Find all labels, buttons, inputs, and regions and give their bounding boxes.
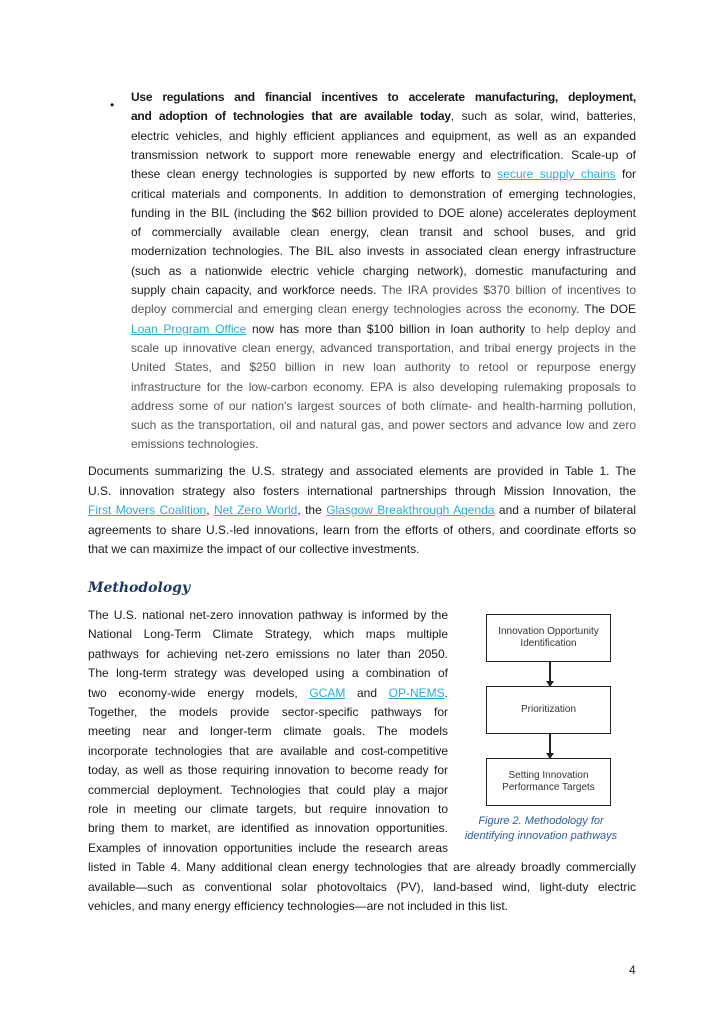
text-span: role in meeting our climate targets, but require innovation to bbox=[88, 802, 448, 816]
text-line bbox=[88, 626, 448, 642]
text-span: critical materials and components. In addition to demonstration of emerging technologies, bbox=[131, 186, 636, 201]
text-span: address some of our nation's largest sources of both climate- and health-harming pollution, bbox=[131, 398, 636, 413]
text-span: two economy-wide energy models, bbox=[88, 685, 310, 700]
text-span: listed in Table 4. Many additional clean energy technologies that are already broadly commercially bbox=[88, 860, 636, 875]
text-line bbox=[131, 340, 636, 356]
text-span: meeting near and longer-term climate goals. The models bbox=[88, 724, 448, 739]
text-span: electric vehicles, and highly efficient appliances and equipment, as well as an expanded bbox=[131, 128, 636, 143]
text-span: The U.S. national net-zero innovation pathway is informed by the bbox=[88, 608, 448, 622]
text-span: supply chain capacity, and workforce needs. bbox=[131, 283, 377, 297]
text-span: , the bbox=[297, 503, 327, 517]
text-span: The IRA provides $370 billion of incentives to bbox=[376, 283, 636, 297]
text-span: and bbox=[345, 685, 389, 700]
text-line bbox=[88, 859, 636, 875]
text-line bbox=[131, 417, 636, 433]
text-line bbox=[88, 665, 448, 681]
text-span: and a number of bilateral bbox=[494, 503, 637, 517]
page-number: 4 bbox=[629, 963, 636, 977]
text-span: to help deploy and bbox=[525, 321, 636, 336]
text-line bbox=[88, 463, 636, 479]
text-span: emissions technologies. bbox=[131, 437, 259, 452]
text-line bbox=[131, 301, 636, 317]
text-span: deploy commercial and emerging clean energy technologies across the economy. bbox=[131, 302, 580, 317]
text-span: (such as a nationwide electric vehicle charging network), domestic manufacturing and bbox=[131, 263, 636, 278]
text-span: modernization technologies. The BIL also invests in associated clean energy infrastructure bbox=[131, 244, 636, 259]
text-line bbox=[131, 359, 636, 375]
hyperlink[interactable]: Net Zero World bbox=[213, 503, 298, 517]
text-span: transmission network to support more renewable energy and electrification. Scale-up of bbox=[131, 147, 636, 162]
text-line bbox=[88, 483, 636, 499]
arrow-down-icon bbox=[549, 734, 551, 758]
hyperlink[interactable]: GCAM bbox=[309, 685, 346, 700]
text-line bbox=[88, 541, 636, 557]
hyperlink[interactable]: OP-NEMS bbox=[388, 685, 445, 700]
text-span: bring them to market, are identified as innovation opportunities. bbox=[88, 821, 448, 836]
text-span: that we can maximize the impact of our collective investments. bbox=[88, 542, 420, 556]
text-line bbox=[88, 898, 636, 914]
text-span: available—such as conventional solar photovoltaics (PV), land-based wind, light-duty electric bbox=[88, 879, 636, 894]
text-span: infrastructure for the low-carbon economy. EPA is also developing rulemaking proposals to bbox=[131, 379, 636, 394]
text-span: such as the transportation, oil and natural gas, and power sectors and advance low and zero bbox=[131, 418, 636, 433]
text-span: agreements to share U.S.-led innovations, learn from the efforts of others, and coordinate efforts so bbox=[88, 522, 636, 537]
hyperlink[interactable]: Loan Program Office bbox=[131, 321, 247, 336]
hyperlink[interactable]: First Movers Coalition bbox=[88, 503, 207, 517]
text-span: The long-term strategy was developed using a combination of bbox=[88, 666, 448, 681]
figure-caption-line: identifying innovation pathways bbox=[464, 830, 618, 842]
text-line bbox=[88, 723, 448, 739]
bold-text: and adoption of technologies that are available today bbox=[131, 109, 451, 124]
text-line bbox=[88, 801, 448, 817]
text-line bbox=[88, 522, 636, 538]
text-span: for bbox=[615, 167, 636, 182]
text-span: National Long-Term Climate Strategy, which maps multiple bbox=[88, 627, 448, 642]
bold-text: Use regulations and financial incentives to accelerate manufacturing, deployment, bbox=[131, 90, 636, 104]
text-line bbox=[131, 186, 636, 202]
figure-caption-line: Figure 2. Methodology for bbox=[478, 815, 604, 827]
text-span: United States, and $250 billion in new loan authority to retool or repurpose energy bbox=[131, 360, 636, 375]
hyperlink[interactable]: Glasgow Breakthrough Agenda bbox=[326, 503, 495, 517]
text-span: . bbox=[444, 685, 448, 700]
text-line bbox=[131, 166, 636, 182]
text-span: Examples of innovation opportunities include the research areas bbox=[88, 840, 448, 855]
arrow-down-icon bbox=[549, 662, 551, 686]
flow-box-identification: Innovation Opportunity Identification bbox=[486, 614, 611, 662]
text-line bbox=[131, 224, 636, 240]
text-line bbox=[131, 379, 636, 395]
text-line bbox=[88, 502, 636, 518]
text-span: Together, the models provide sector-specific pathways for bbox=[88, 705, 448, 719]
text-span: scale up innovative clean energy, advanced transportation, and tribal energy projects in the bbox=[131, 340, 636, 355]
text-line bbox=[88, 607, 448, 623]
text-line bbox=[88, 782, 448, 798]
text-line bbox=[88, 704, 448, 720]
text-line bbox=[88, 879, 636, 895]
text-span: U.S. innovation strategy also fosters international partnerships through Mission Innovation, the bbox=[88, 483, 636, 498]
text-span: today, as well as those requiring innovation to become ready for bbox=[88, 763, 448, 778]
text-span: now has more than $100 billion in loan authority bbox=[246, 321, 526, 336]
text-span: vehicles, and many energy efficiency technologies—are not included in this list. bbox=[88, 899, 509, 913]
text-line bbox=[88, 762, 448, 778]
text-span: these clean energy technologies is supported by new efforts to bbox=[131, 167, 498, 182]
text-span: incorporate technologies that are available and cost-competitive bbox=[88, 743, 448, 758]
text-line bbox=[131, 321, 636, 337]
text-span: The DOE bbox=[579, 302, 636, 317]
text-span: , such as solar, wind, batteries, bbox=[450, 109, 636, 124]
text-line bbox=[88, 685, 448, 701]
text-line bbox=[131, 128, 636, 144]
text-span: funding in the BIL (including the $62 billion provided to DOE alone) accelerates deployment bbox=[131, 205, 636, 220]
text-line bbox=[131, 436, 636, 452]
text-line bbox=[88, 646, 448, 662]
text-line bbox=[88, 743, 448, 759]
text-span: Documents summarizing the U.S. strategy and associated elements are provided in Table 1. The bbox=[88, 464, 636, 478]
text-span: of commercially available clean energy, clean transit and school buses, and grid bbox=[131, 225, 636, 240]
section-heading: Methodology bbox=[88, 580, 191, 596]
text-span: pathways for achieving net-zero emissions no later than 2050. bbox=[88, 646, 448, 661]
text-line bbox=[131, 108, 636, 124]
flow-box-targets: Setting Innovation Performance Targets bbox=[486, 758, 611, 806]
bullet-icon: • bbox=[110, 98, 115, 112]
text-span: , bbox=[206, 503, 214, 517]
text-line bbox=[131, 205, 636, 221]
text-line bbox=[131, 243, 636, 259]
text-line bbox=[131, 398, 636, 414]
text-span: commercial deployment. Technologies that could play a major bbox=[88, 782, 448, 797]
text-line bbox=[88, 840, 448, 856]
flow-box-prioritization: Prioritization bbox=[486, 686, 611, 734]
hyperlink[interactable]: secure supply chains bbox=[497, 167, 616, 182]
text-line bbox=[131, 263, 636, 279]
text-line bbox=[131, 89, 636, 105]
text-line bbox=[131, 282, 636, 298]
text-line bbox=[131, 147, 636, 163]
text-line bbox=[88, 820, 448, 836]
